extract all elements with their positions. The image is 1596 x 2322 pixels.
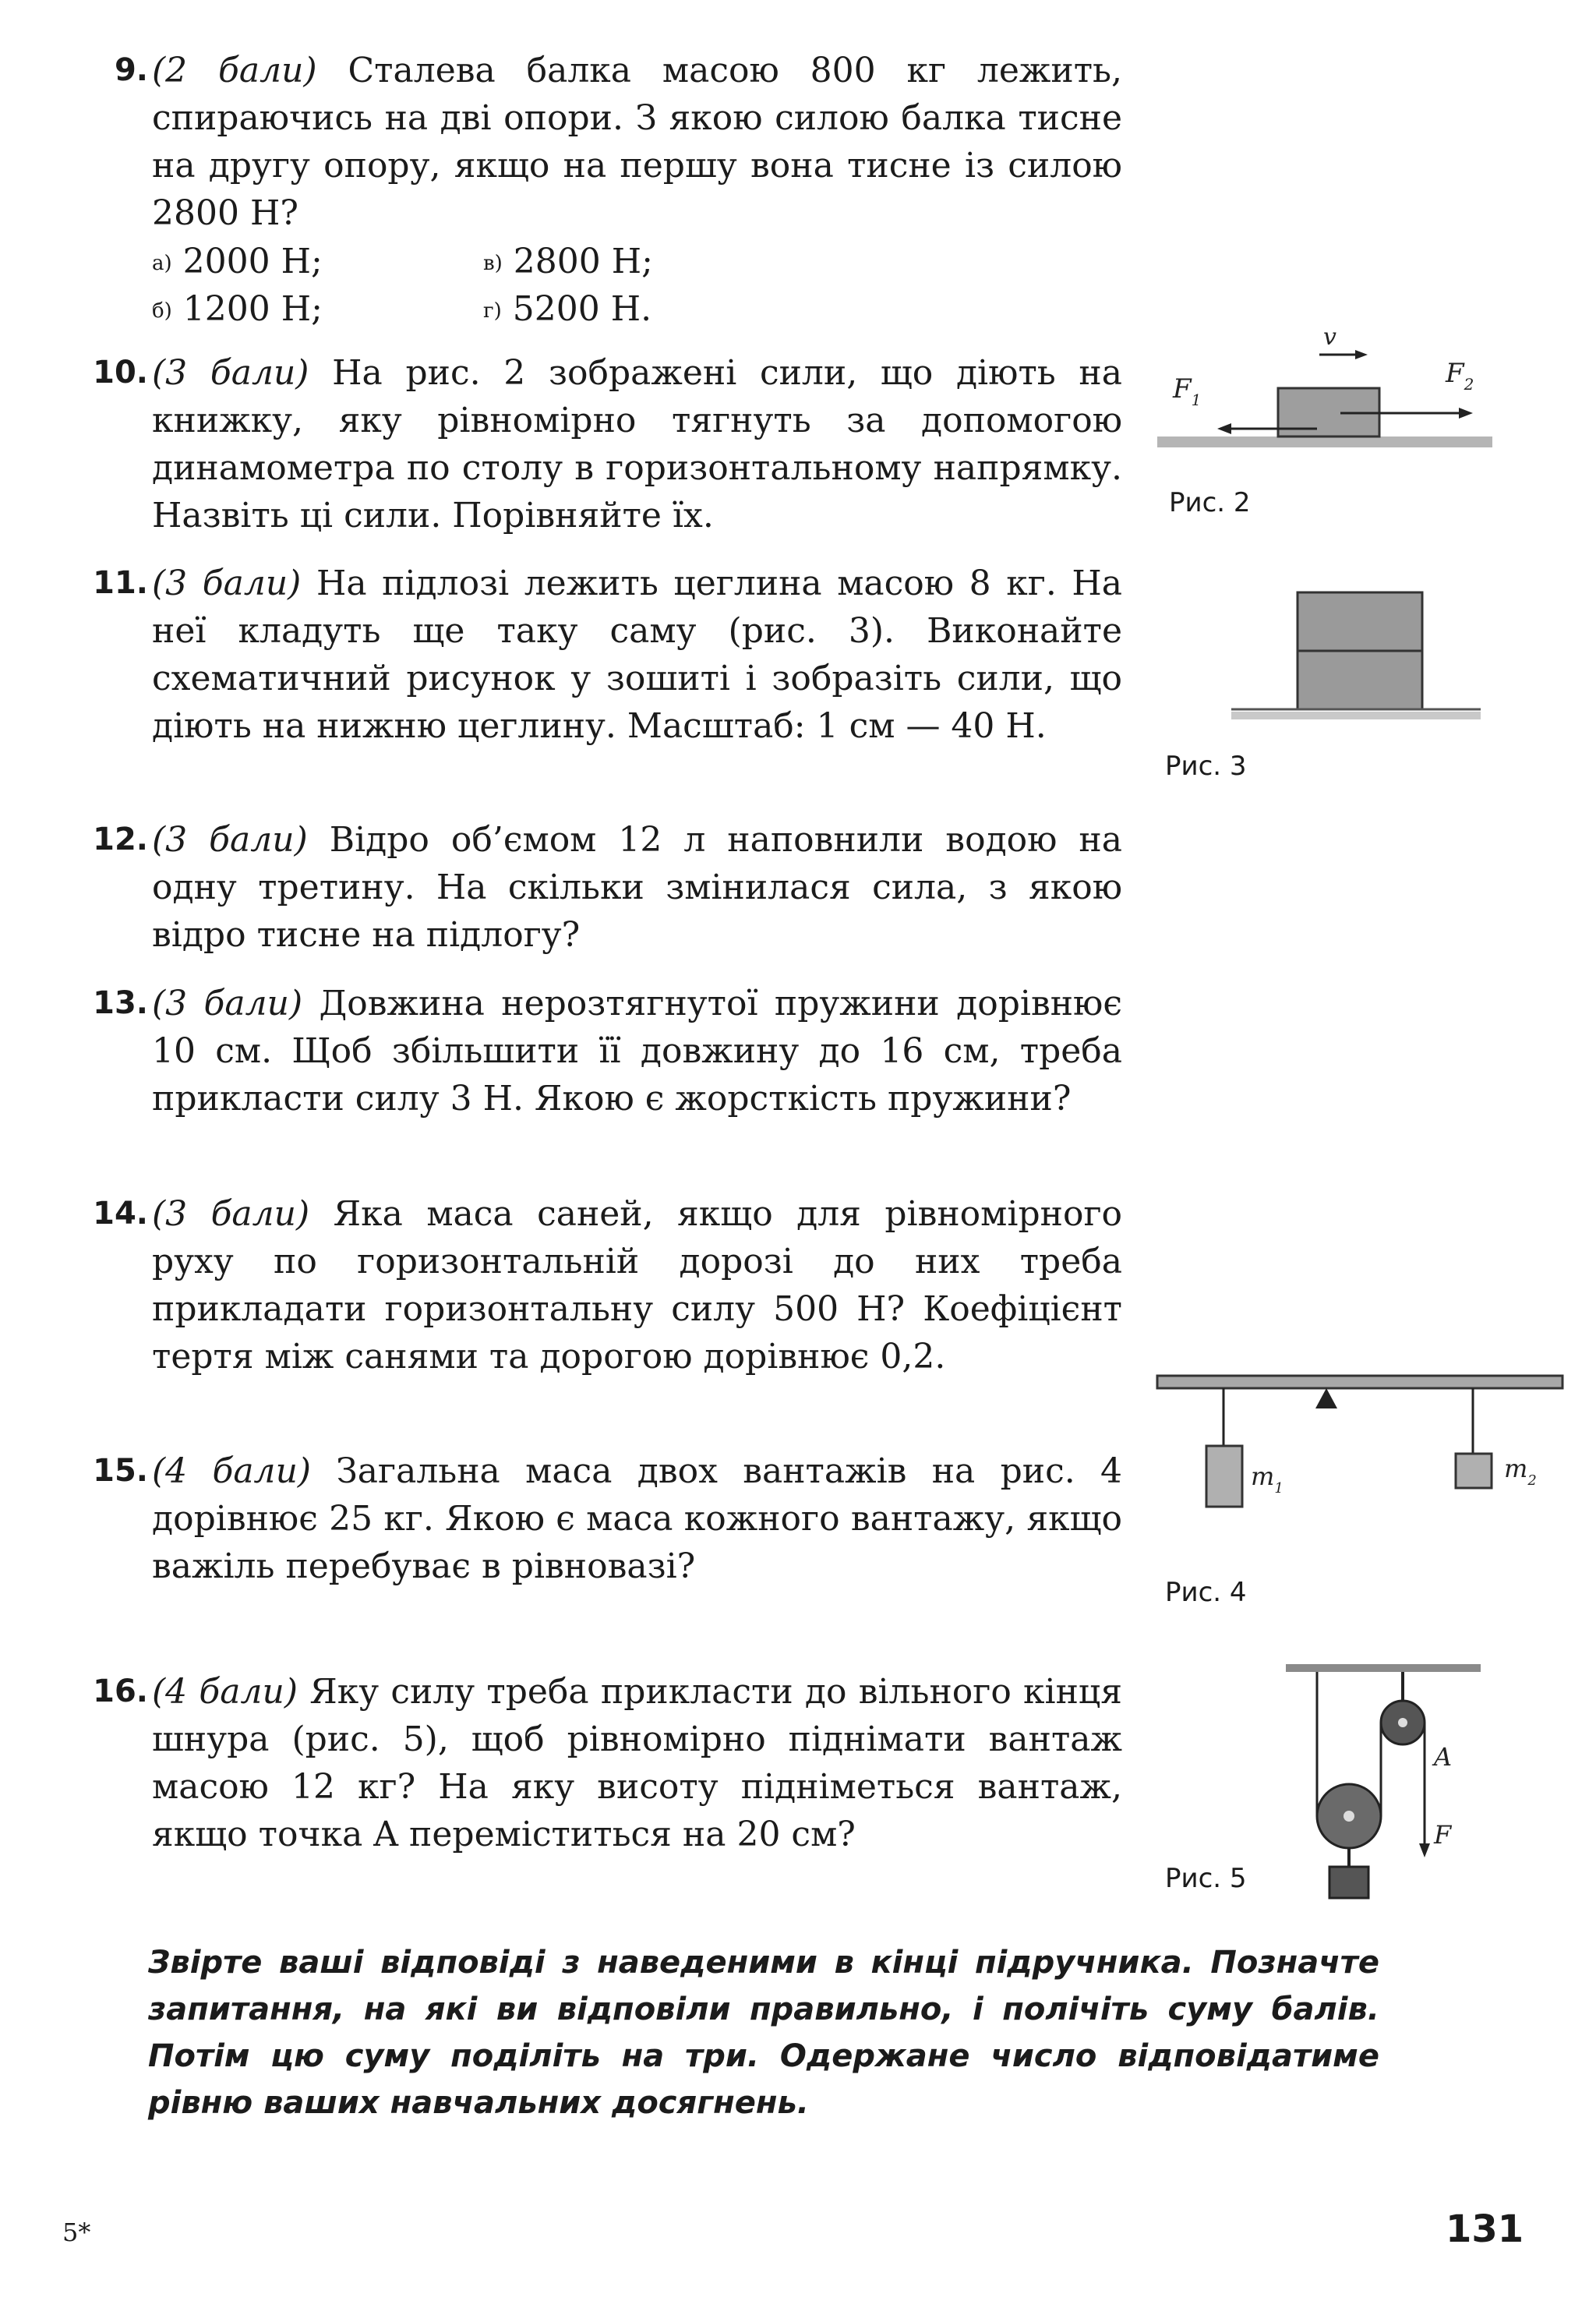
f2-label: $F_2$ (1446, 358, 1474, 394)
task-question: Сталева балка масою 800 кг лежить, спираючись на дві опори. З якою силою балка тисне на другу опору, якщо на першу вона тисне із силою 2800 Н? (152, 51, 1122, 233)
page-number: 131 (1446, 2207, 1524, 2251)
task-points: (3 бали) (152, 1194, 310, 1234)
task-number: 16. (93, 1673, 148, 1709)
m2-label: $m_2$ (1504, 1454, 1537, 1489)
ceiling (1286, 1664, 1481, 1672)
task-number: 9. (114, 52, 148, 88)
v-label: v (1323, 323, 1336, 351)
f2-arrow-head (1459, 408, 1473, 419)
task-points: (3 бали) (152, 564, 302, 603)
figure-4 (1153, 1368, 1574, 1532)
task-text (152, 980, 1122, 1122)
option-g: г) 5200 Н. (483, 289, 652, 329)
brick-upper (1298, 592, 1422, 651)
f1-arrow-head (1217, 423, 1231, 434)
task-number: 14. (93, 1196, 148, 1232)
task-question: Яка маса саней, якщо для рівномірного руху по горизонтальній дорозі до них треба прикладати горизонтальну силу 500 Н? Коефіцієнт тертя між санями та дорогою дорівнює 0,2. (152, 1194, 1122, 1377)
load-m2 (1456, 1454, 1492, 1488)
option-b: б) 1200 Н; (152, 289, 323, 329)
task-text (152, 349, 1122, 539)
figure-5-caption: Рис. 5 (1165, 1863, 1247, 1894)
option-a: а) 2000 Н; (152, 242, 323, 281)
lever-bar (1157, 1376, 1562, 1388)
v-arrow-head (1355, 350, 1368, 359)
task-question: Яку силу треба прикласти до вільного кінця шнура (рис. 5), щоб рівномірно піднімати вантаж масою 12 кг? На яку висоту підніметься вантаж, якщо точка A переміститься на 20 см? (152, 1672, 1122, 1854)
brick-lower (1298, 651, 1422, 709)
task-points: (4 бали) (152, 1672, 298, 1712)
task-text (152, 1447, 1122, 1590)
task-points: (2 бали) (152, 51, 317, 90)
figure-3-caption: Рис. 3 (1165, 751, 1247, 782)
movable-pulley-axle (1344, 1811, 1354, 1822)
task-question: Загальна маса двох вантажів на рис. 4 дорівнює 25 кг. Якою є маса кожного вантажу, якщо важіль перебуває в рівновазі? (152, 1451, 1122, 1586)
f-label: F (1434, 1820, 1452, 1850)
task-number: 13. (93, 985, 148, 1021)
task-points: (3 бали) (152, 353, 309, 393)
task-text (152, 560, 1122, 750)
option-v: в) 2800 Н; (483, 242, 653, 281)
task-number: 15. (93, 1453, 148, 1489)
task-number: 10. (93, 355, 148, 391)
figure-2 (1153, 320, 1496, 460)
signature-mark: 5* (62, 2218, 91, 2247)
m1-label: $m_1$ (1251, 1461, 1284, 1497)
load-m1 (1206, 1446, 1242, 1507)
task-question: На рис. 2 зображені сили, що діють на книжку, яку рівномірно тягнуть за допомогою динамометра по столу в горизонтальному напрямку. Назвіть ці сили. Порівняйте їх. (152, 353, 1122, 535)
f-arrow-head (1419, 1843, 1430, 1857)
figure-3 (1223, 585, 1488, 733)
task-points: (4 бали) (152, 1451, 312, 1491)
task-text (152, 816, 1122, 959)
task-question: Довжина нерозтягнутої пружини дорівнює 10 см. Щоб збільшити її довжину до 16 см, треба прикласти силу 3 Н. Якою є жорсткість пружини? (152, 984, 1122, 1119)
task-number: 11. (93, 565, 148, 601)
final-instructions: Звірте ваші відповіді з наведеними в кінці підручника. Позначте запитання, на які ви відповіли правильно, і полічіть суму балів. Потім цю суму поділіть на три. Одержане число відповідатиме рівню ваших навчальних досягнень. (148, 1945, 1379, 2121)
f1-label: $F_1$ (1173, 373, 1202, 409)
floor-hatch (1231, 712, 1481, 719)
figure-2-caption: Рис. 2 (1169, 487, 1251, 518)
task-points: (3 бали) (152, 984, 303, 1023)
figure-5 (1278, 1656, 1496, 1914)
pivot-triangle (1315, 1388, 1337, 1408)
weight (1329, 1867, 1368, 1898)
a-label: A (1434, 1742, 1453, 1772)
task-text (152, 1190, 1122, 1380)
task-question: На підлозі лежить цеглина масою 8 кг. На неї кладуть ще таку саму (рис. 3). Виконайте схематичний рисунок у зошиті і зобразіть сили, що діють на нижню цеглину. Масштаб: 1 см — 40 Н. (152, 564, 1122, 746)
task-text (152, 1668, 1122, 1858)
table-surface (1157, 436, 1492, 447)
fixed-pulley-axle (1398, 1718, 1407, 1727)
figure-4-caption: Рис. 4 (1165, 1577, 1247, 1608)
task-question: Відро об’ємом 12 л наповнили водою на одну третину. На скільки змінилася сила, з якою відро тисне на підлогу? (152, 820, 1122, 955)
task-number: 12. (93, 822, 148, 857)
task-text (152, 47, 1122, 237)
task-points: (3 бали) (152, 820, 308, 860)
